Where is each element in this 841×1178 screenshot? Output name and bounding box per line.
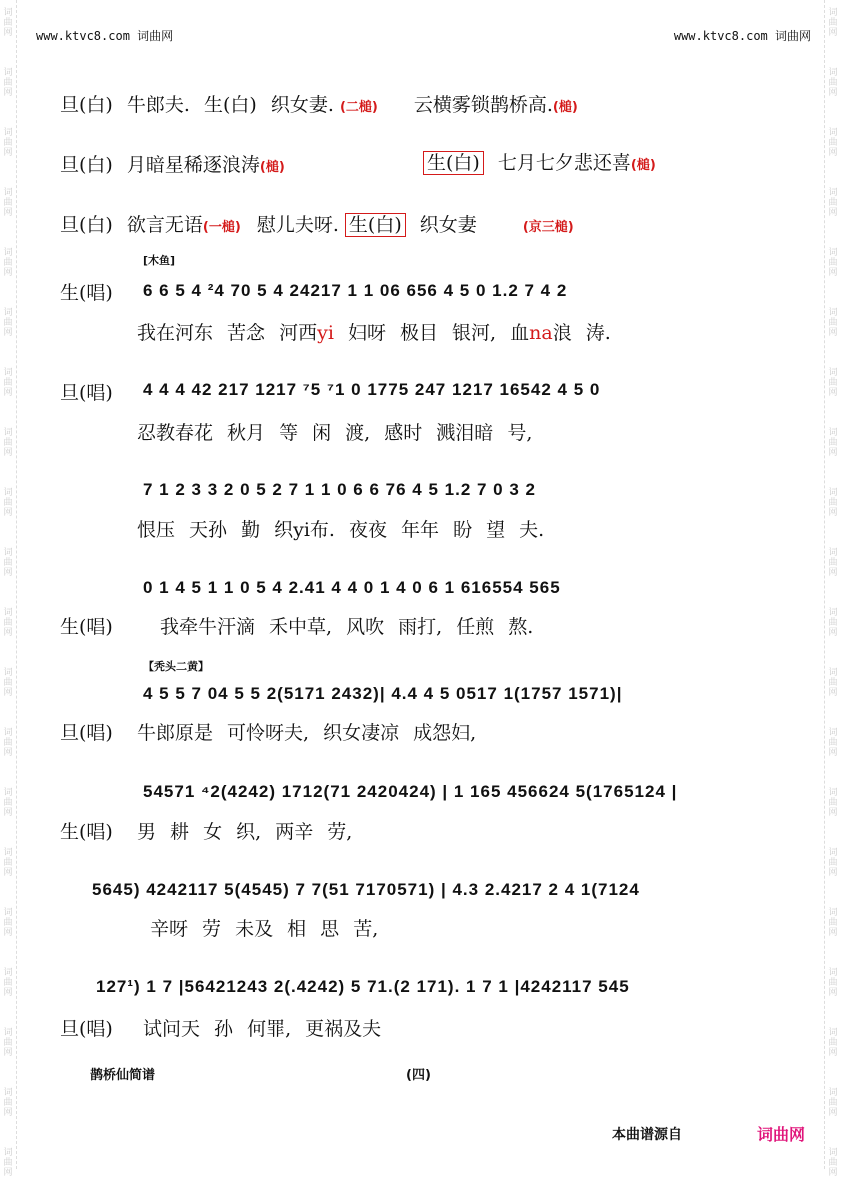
section-tutou: 【秃头二黄】 [143,660,209,673]
dialog-line-2: 旦(白) 月暗星稀逐浪涛(槌) [60,154,285,176]
site-logo: 词曲网 [757,1125,806,1144]
row-7-lyrics: 辛呀 劳 未及 相 思 苦, [150,918,379,940]
row-6-lyrics: 男 耕 女 织, 两辛 劳, [137,821,353,843]
row-2-role: 旦(唱) [60,382,113,404]
row-6-role: 生(唱) [60,821,113,843]
song-title: 鹊桥仙简谱 [90,1068,156,1083]
row-5-notes: 4 5 5 7 04 5 5 2(5171 2432)| 4.4 4 5 0517 1(1757 1571)| [143,684,623,703]
row-8-role: 旦(唱) [60,1018,113,1040]
row-6-notes: 54571 ⁴2(4242) 1712(71 2420424) | 1 165 456624 5(1765124 | [143,782,678,801]
dialog-line-1: 旦(白) 牛郎夫. 生(白) 织女妻. (二槌) 云横雾锁鹊桥高.(槌) [60,94,578,116]
row-4-lyrics: 我牵牛汗滴 禾中草, 风吹 雨打, 任煎 熬. [160,616,534,638]
row-1-notes: 6 6 5 4 ²4 70 5 4 24217 1 1 06 656 4 5 0 1.2 7 4 2 [143,281,568,300]
page-number: (四) [406,1068,431,1083]
row-1-lyrics: 我在河东 苦念 河西yi 妇呀 极目 银河, 血na浪 涛. [137,322,611,344]
row-4-notes: 0 1 4 5 1 1 0 5 4 2.41 4 4 0 1 4 0 6 1 616554 565 [143,578,561,597]
row-8-lyrics: 试问天 孙 何罪, 更祸及夫 [143,1018,382,1040]
header-right: www.ktvc8.com 词曲网 [673,29,811,43]
dialog-line-2b: 生(白) 七月七夕悲还喜(槌) [423,148,656,175]
row-3-lyrics: 恨压 天孙 勤 织yi布. 夜夜 年年 盼 望 夫. [137,519,545,541]
row-2-notes: 4 4 4 42 217 1217 ⁷5 ⁷1 0 1775 247 1217 16542 4 5 0 [143,380,601,399]
header-left: www.ktvc8.com 词曲网 [36,29,174,43]
row-4-role: 生(唱) [60,616,113,638]
dialog-line-3: 旦(白) 欲言无语(一槌) 慰儿夫呀. 生(白) 织女妻 (京三槌) [60,214,574,236]
row-7-notes: 5645) 4242117 5(4545) 7 7(51 7170571) | 4.3 2.4217 2 4 1(7124 [92,880,640,899]
row-5-lyrics: 牛郎原是 可怜呀夫, 织女凄凉 成怨妇, [137,722,477,744]
watermark-right: 词曲网 词曲网 词曲网 词曲网 词曲网 词曲网 词曲网 词曲网 词曲网 词曲网 词曲网 词曲网 词曲网 词曲网 词曲网 词曲网 词曲网 词曲网 词曲网 词曲网 [824,0,841,1169]
section-muyu: [木鱼] [143,254,176,267]
watermark-left: 词曲网 词曲网 词曲网 词曲网 词曲网 词曲网 词曲网 词曲网 词曲网 词曲网 词曲网 词曲网 词曲网 词曲网 词曲网 词曲网 词曲网 词曲网 词曲网 词曲网 [0,0,17,1169]
row-1-role: 生(唱) [60,282,113,304]
row-2-lyrics: 忍教春花 秋月 等 闲 渡, 感时 溅泪暗 号, [137,422,533,444]
source-label: 本曲谱源自 [612,1127,682,1143]
row-5-role: 旦(唱) [60,722,113,744]
row-8-notes: 127¹) 1 7 |56421243 2(.4242) 5 71.(2 171). 1 7 1 |4242117 545 [96,977,630,996]
row-3-notes: 7 1 2 3 3 2 0 5 2 7 1 1 0 6 6 76 4 5 1.2 7 0 3 2 [143,480,536,499]
